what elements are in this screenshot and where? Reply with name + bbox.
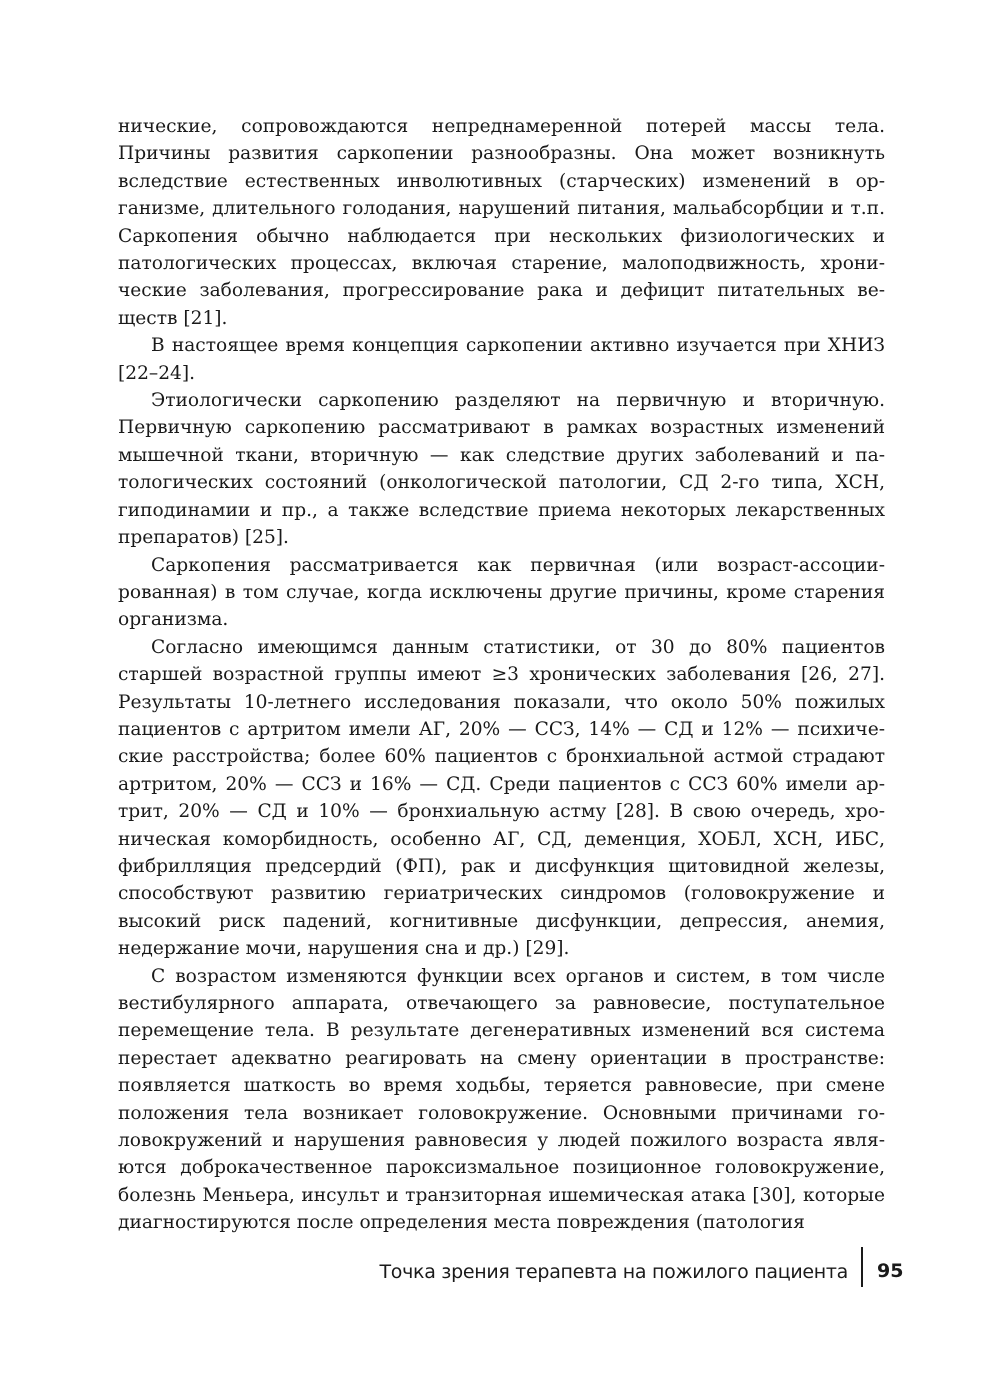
- paragraph: Саркопения рассматривается как первичная (или возраст-ассоциированная) в том случае, когда исключены другие причины, кроме старения организма.: [118, 554, 885, 631]
- page-number: 95: [877, 1260, 904, 1282]
- running-title: Точка зрения терапевта на пожилого пациента: [379, 1261, 848, 1283]
- footer-divider: [861, 1247, 863, 1287]
- paragraph: Согласно имеющимся данным статистики, от 30 до 80% пациентов старшей возрастной группы имеют ≥3 хронических заболевания [26, 27]. Результаты 10-летнего исследования показали, что около 50% пожилых пациентов с артритом имели АГ, 20% — ССЗ, 14% — СД и 12% — психические расстройства; более 60% пациентов с бронхиальной астмой страдают артритом, 20% — ССЗ и 16% — СД. Среди пациентов с ССЗ 60% имели артрит, 20% — СД и 10% — бронхиальную астму [28]. В свою очередь, хроническая коморбидность, особенно АГ, СД, деменция, ХОБЛ, ХСН, ИБС, фибрилляция предсердий (ФП), рак и дисфункция щитовидной железы, способствуют развитию гериатрических синдромов (головокружение и высокий риск падений, когнитивные дисфункции, депрессия, анемия, недержание мочи, нарушения сна и др.) [29].: [118, 636, 885, 960]
- paragraph: Этиологически саркопению разделяют на первичную и вторичную. Первичную саркопению рассматривают в рамках возрастных изменений мышечной ткани, вторичную — как следствие других заболеваний и патологических состояний (онкологической патологии, СД 2-го типа, ХСН, гиподинамии и пр., а также вследствие приема некоторых лекарственных препаратов) [25].: [118, 390, 885, 549]
- page-footer: [0, 1247, 1000, 1287]
- paragraph: В настоящее время концепция саркопении активно изучается при ХНИЗ [22–24].: [118, 335, 885, 384]
- body-text: [118, 113, 885, 1237]
- paragraph-continued: нические, сопровождаются непреднамеренной потерей массы тела. Причины развития саркопении разнообразны. Она может возникнуть вследствие естественных инволютивных (старческих) изменений в организме, длительного голодания, нарушений питания, мальабсорбции и т.п. Саркопения обычно наблюдается при нескольких физиологических и патологических процессах, включая старение, малоподвижность, хронические заболевания, прогрессирование рака и дефицит питательных веществ [21].: [118, 116, 885, 329]
- paragraph: С возрастом изменяются функции всех органов и систем, в том числе вестибулярного аппарата, отвечающего за равновесие, поступательное перемещение тела. В результате дегенеративных изменений вся система перестает адекватно реагировать на смену ориентации в пространстве: появляется шаткость во время ходьбы, теряется равновесие, при смене положения тела возникает головокружение. Основными причинами головокружений и нарушения равновесия у людей пожилого возраста являются доброкачественное пароксизмальное позиционное головокружение, болезнь Меньера, инсульт и транзиторная ишемическая атака [30], которые диагностируются после определения места повреждения (патология: [118, 965, 885, 1234]
